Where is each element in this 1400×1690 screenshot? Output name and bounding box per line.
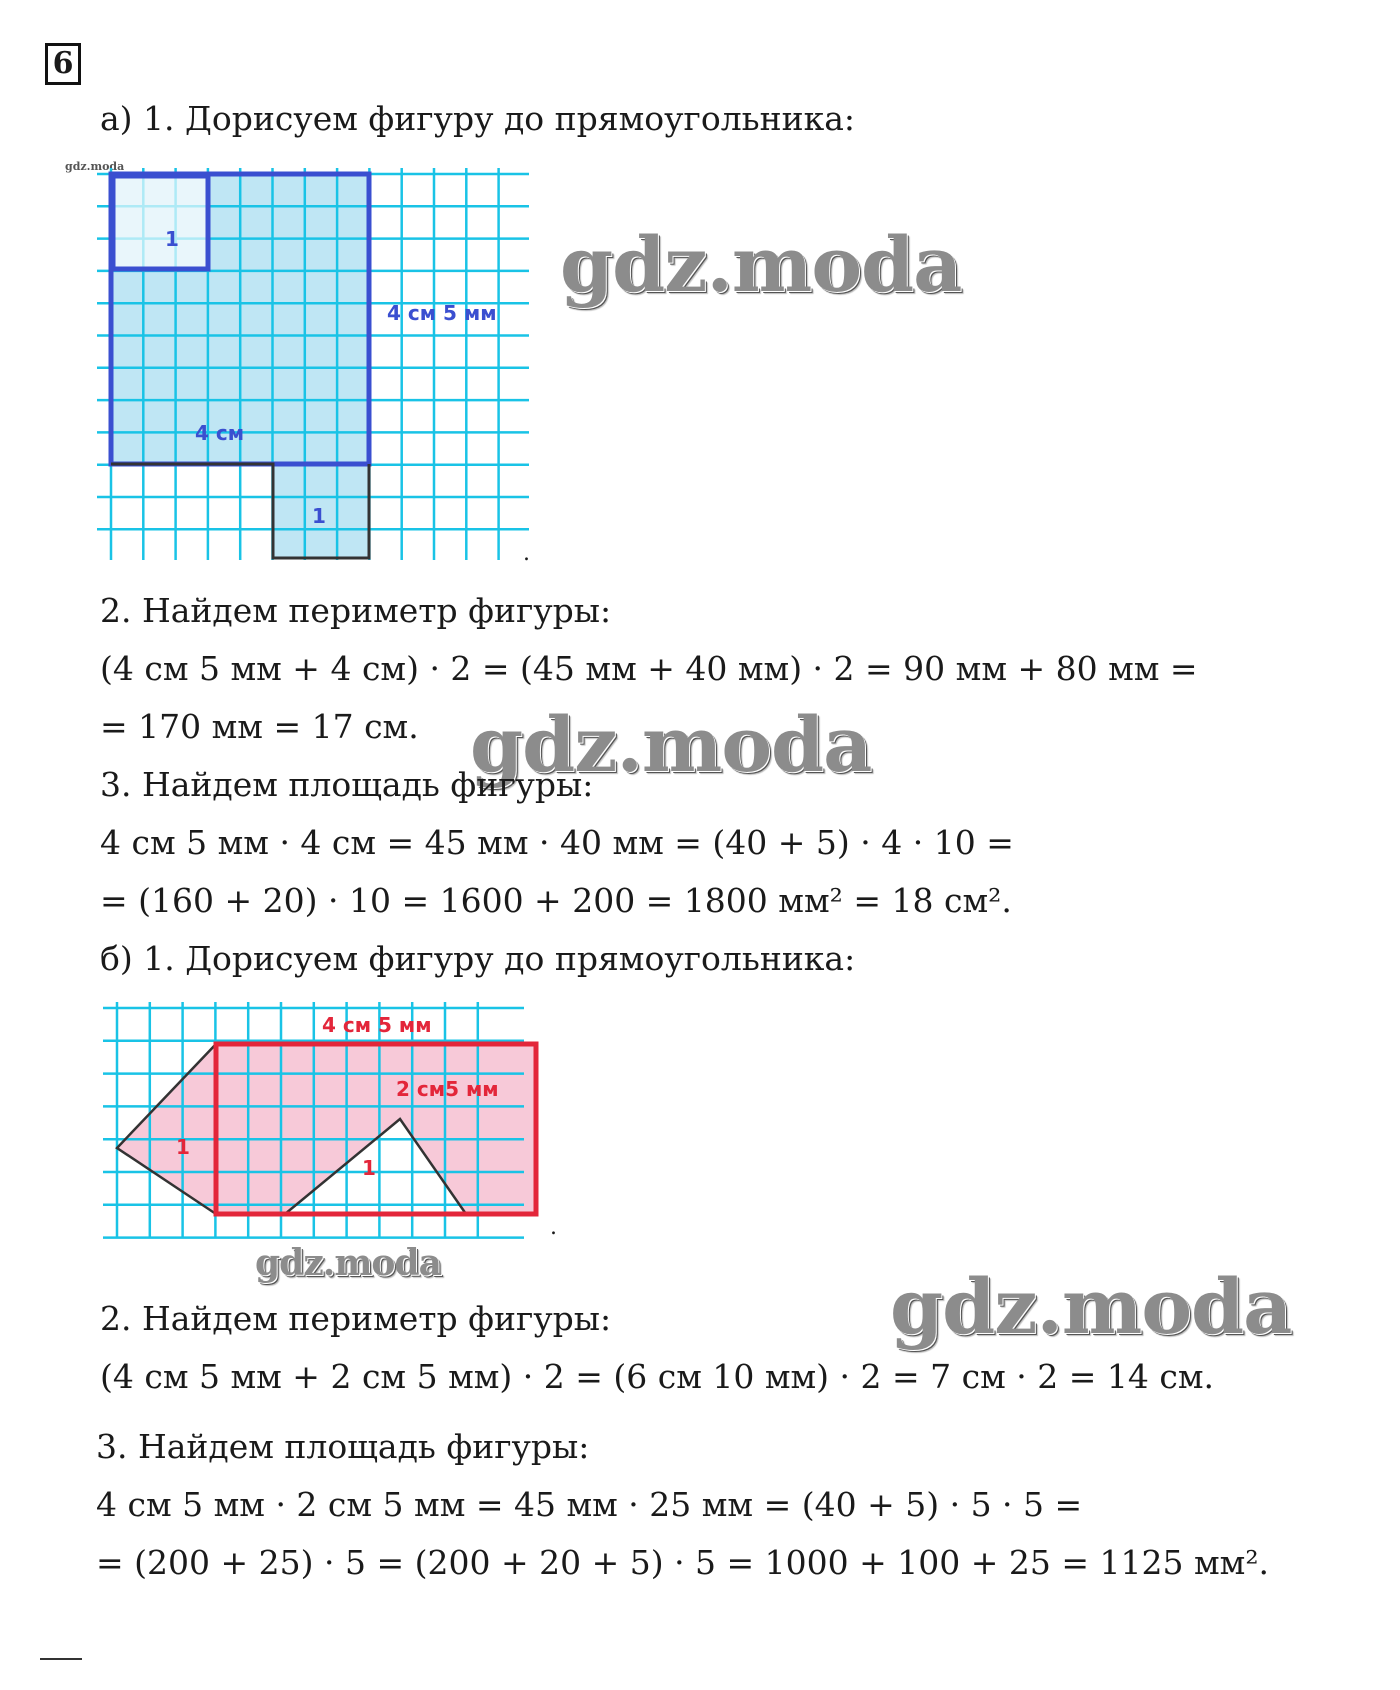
svg-text:.: . [523, 541, 530, 566]
part-a-perimeter-line2: = 170 мм = 17 см. [100, 707, 419, 746]
figure-b-label-piece-left: 1 [176, 1135, 190, 1159]
watermark-4: gdz.moda [890, 1262, 1292, 1351]
figure-a [90, 168, 535, 568]
figure-a-label-piece-top: 1 [165, 227, 179, 251]
figure-a-label-height: 4 см 5 мм [387, 301, 497, 325]
part-b-area-line1: 4 см 5 мм · 2 см 5 мм = 45 мм · 25 мм = (40 + 5) · 5 · 5 = [96, 1485, 1083, 1524]
watermark-small-top: gdz.moda [65, 160, 125, 173]
part-b-step3: 3. Найдем площадь фигуры: [96, 1427, 590, 1466]
part-a-area-line1: 4 см 5 мм · 4 см = 45 мм · 40 мм = (40 + 5) · 4 · 10 = [100, 823, 1014, 862]
figure-b-label-width: 4 см 5 мм [322, 1013, 432, 1037]
figure-b-label-piece-inner: 1 [362, 1156, 376, 1180]
part-b-step2: 2. Найдем периметр фигуры: [100, 1299, 612, 1338]
figure-a-label-width: 4 см [195, 421, 245, 445]
watermark-3: gdz.moda [255, 1242, 441, 1284]
part-a-step3: 3. Найдем площадь фигуры: [100, 765, 594, 804]
part-a-step1: а) 1. Дорисуем фигуру до прямоугольника: [100, 99, 856, 138]
watermark-1: gdz.moda [560, 220, 962, 309]
figure-b-left-triangle-fill [117, 1044, 216, 1214]
figure-a-top-cutout [113, 176, 208, 269]
figure-a-label-piece-bottom: 1 [312, 504, 326, 528]
footer-rule [40, 1658, 82, 1660]
part-a-step2: 2. Найдем периметр фигуры: [100, 591, 612, 630]
task-number: 6 [45, 43, 81, 85]
part-a-area-line2: = (160 + 20) · 10 = 1600 + 200 = 1800 мм² = 18 см². [100, 881, 1012, 920]
figure-b [100, 1002, 560, 1272]
figure-b-label-height: 2 см5 мм [396, 1077, 499, 1101]
watermark-2: gdz.moda [470, 700, 872, 789]
part-b-perimeter-line1: (4 см 5 мм + 2 см 5 мм) · 2 = (6 см 10 мм) · 2 = 7 см · 2 = 14 см. [100, 1357, 1215, 1396]
part-b-area-line2: = (200 + 25) · 5 = (200 + 20 + 5) · 5 = 1000 + 100 + 25 = 1125 мм². [96, 1543, 1270, 1582]
part-a-perimeter-line1: (4 см 5 мм + 4 см) · 2 = (45 мм + 40 мм) · 2 = 90 мм + 80 мм = [100, 649, 1198, 688]
part-b-step1: б) 1. Дорисуем фигуру до прямоугольника: [100, 939, 856, 978]
svg-text:.: . [550, 1215, 557, 1240]
